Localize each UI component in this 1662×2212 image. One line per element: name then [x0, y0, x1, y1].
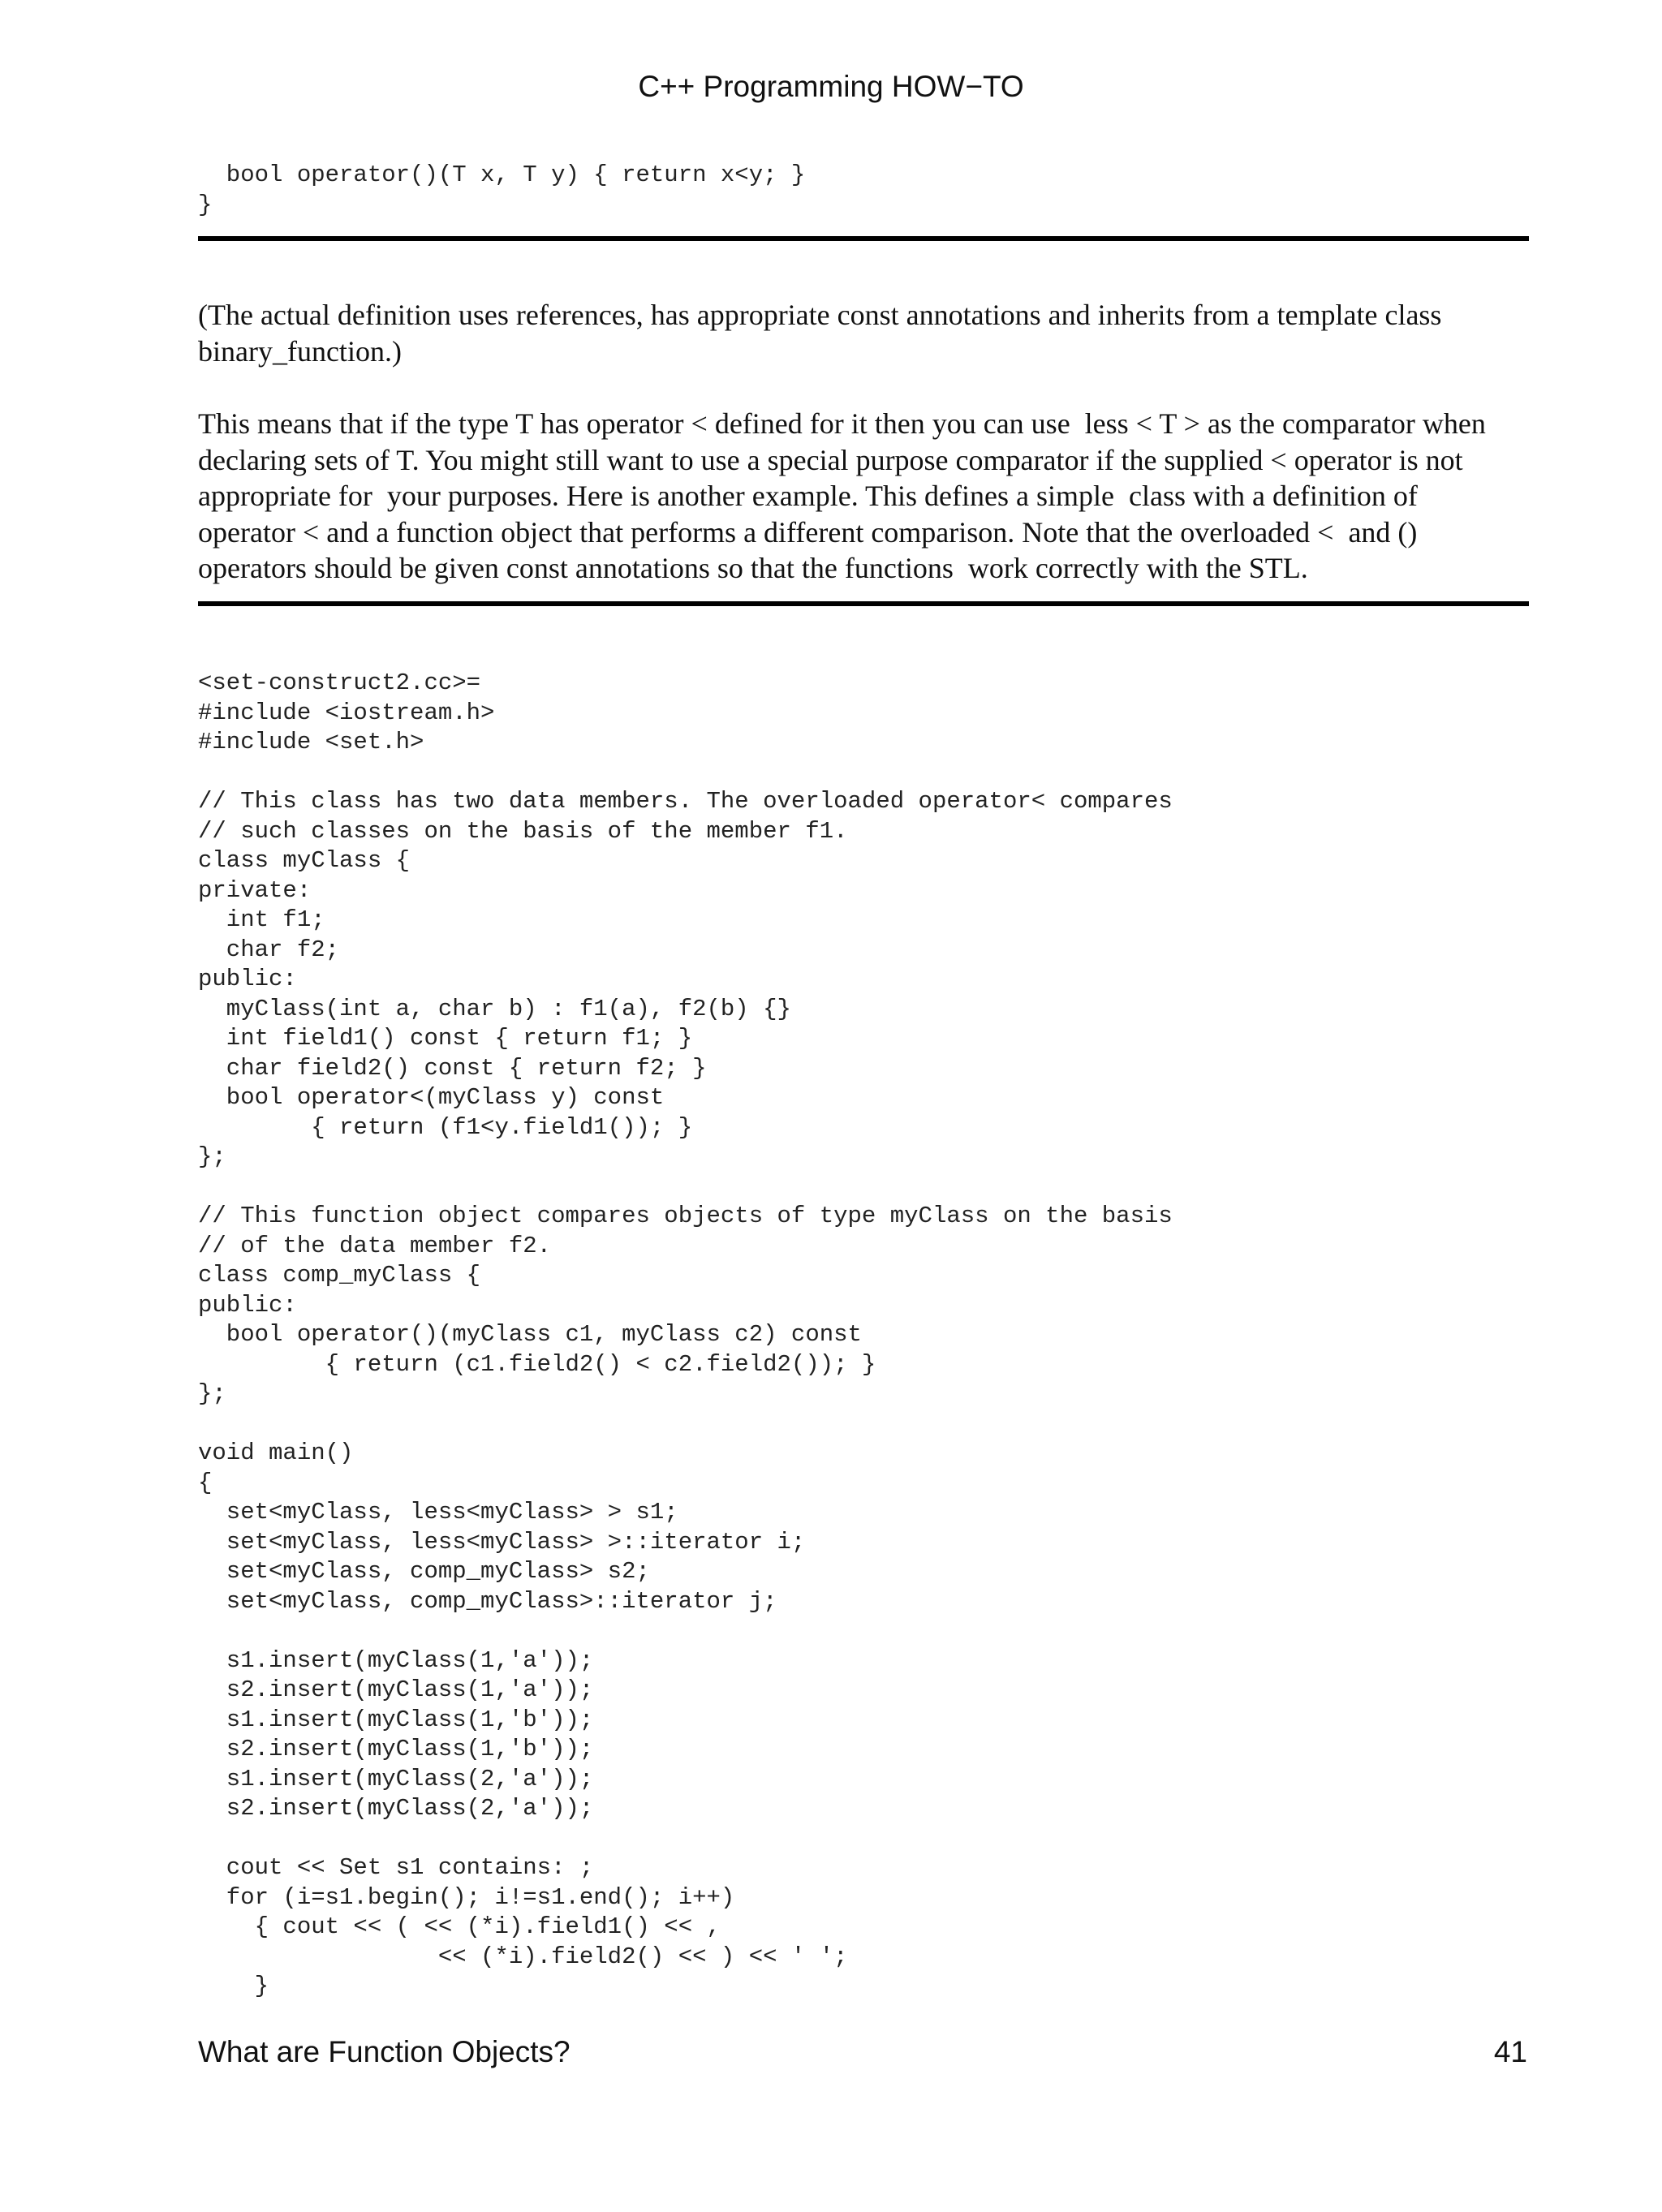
- code-line: // of the data member f2.: [198, 1232, 552, 1259]
- code-line: }: [198, 1973, 269, 1999]
- code-line: char f2;: [198, 936, 340, 963]
- code-line: #include <set.h>: [198, 729, 424, 755]
- code-line: bool operator()(myClass c1, myClass c2) const: [198, 1321, 862, 1348]
- code-line: // This class has two data members. The overloaded operator< compares: [198, 788, 1173, 815]
- paragraph-line: operators should be given const annotations so that the functions work correctly with the STL.: [198, 552, 1308, 584]
- code-line: };: [198, 1380, 226, 1407]
- code-line: #include <iostream.h>: [198, 699, 495, 726]
- code-line: s2.insert(myClass(1,'a'));: [198, 1676, 594, 1703]
- code-line: int field1() const { return f1; }: [198, 1025, 693, 1052]
- code-line: s2.insert(myClass(1,'b'));: [198, 1736, 594, 1762]
- footer-section-title: What are Function Objects?: [198, 2035, 571, 2068]
- code-line: {: [198, 1469, 213, 1496]
- paragraph-line: declaring sets of T. You might still want to use a special purpose comparator if the supplied < operator is not: [198, 443, 1463, 476]
- code-line: cout << Set s1 contains: ;: [198, 1854, 594, 1881]
- code-line: { cout << ( << (*i).field1() << ,: [198, 1913, 721, 1940]
- paragraph-line: operator < and a function object that performs a different comparison. Note that the overloaded < and (): [198, 515, 1418, 549]
- code-line: set<myClass, comp_myClass> s2;: [198, 1558, 650, 1585]
- code-line: bool operator()(T x, T y) { return x<y; }: [198, 161, 806, 188]
- code-line: // such classes on the basis of the member f1.: [198, 817, 848, 845]
- code-line: private:: [198, 876, 312, 904]
- paragraph-definition-note: [198, 297, 1537, 369]
- code-line: << (*i).field2() << ) << ' ';: [198, 1943, 848, 1970]
- code-block-top: [198, 161, 805, 220]
- code-line: { return (c1.field2() < c2.field2()); }: [198, 1350, 876, 1378]
- code-line: void main(): [198, 1440, 354, 1466]
- code-line: for (i=s1.begin(); i!=s1.end(); i++): [198, 1883, 735, 1911]
- code-line: };: [198, 1143, 226, 1170]
- code-line: myClass(int a, char b) : f1(a), f2(b) {}: [198, 995, 791, 1022]
- code-line: s1.insert(myClass(2,'a'));: [198, 1765, 594, 1792]
- paragraph-line: appropriate for your purposes. Here is another example. This defines a simple class with a definition of: [198, 480, 1418, 512]
- horizontal-rule: [198, 236, 1529, 241]
- code-line: <set-construct2.cc>=: [198, 669, 481, 696]
- code-line: s1.insert(myClass(1,'b'));: [198, 1706, 594, 1733]
- horizontal-rule: [198, 601, 1529, 606]
- code-line: char field2() const { return f2; }: [198, 1054, 707, 1082]
- code-line: bool operator<(myClass y) const: [198, 1084, 665, 1111]
- paragraph-comparator-explanation: [198, 406, 1537, 587]
- paragraph-line: binary_function.): [198, 334, 402, 368]
- code-line: set<myClass, less<myClass> > s1;: [198, 1499, 678, 1526]
- code-line: set<myClass, comp_myClass>::iterator j;: [198, 1587, 777, 1615]
- code-line: public:: [198, 966, 297, 992]
- code-line: }: [198, 191, 213, 218]
- code-line: int f1;: [198, 906, 325, 933]
- code-line: set<myClass, less<myClass> >::iterator i;: [198, 1528, 806, 1556]
- page-header-title: C++ Programming HOW−TO: [638, 70, 1024, 103]
- code-line: { return (f1<y.field1()); }: [198, 1113, 693, 1141]
- paragraph-line: (The actual definition uses references, has appropriate const annotations and inherits from a template class: [198, 299, 1442, 331]
- code-line: class myClass {: [198, 847, 411, 874]
- code-line: public:: [198, 1291, 297, 1319]
- page-number: 41: [1493, 2035, 1527, 2068]
- code-block-set-construct2: [198, 669, 1173, 2002]
- paragraph-line: This means that if the type T has operator < defined for it then you can use less < T > as the comparator when: [198, 407, 1486, 440]
- code-line: s2.insert(myClass(2,'a'));: [198, 1795, 594, 1822]
- code-line: s1.insert(myClass(1,'a'));: [198, 1646, 594, 1674]
- code-line: class comp_myClass {: [198, 1262, 481, 1289]
- code-line: // This function object compares objects of type myClass on the basis: [198, 1203, 1173, 1229]
